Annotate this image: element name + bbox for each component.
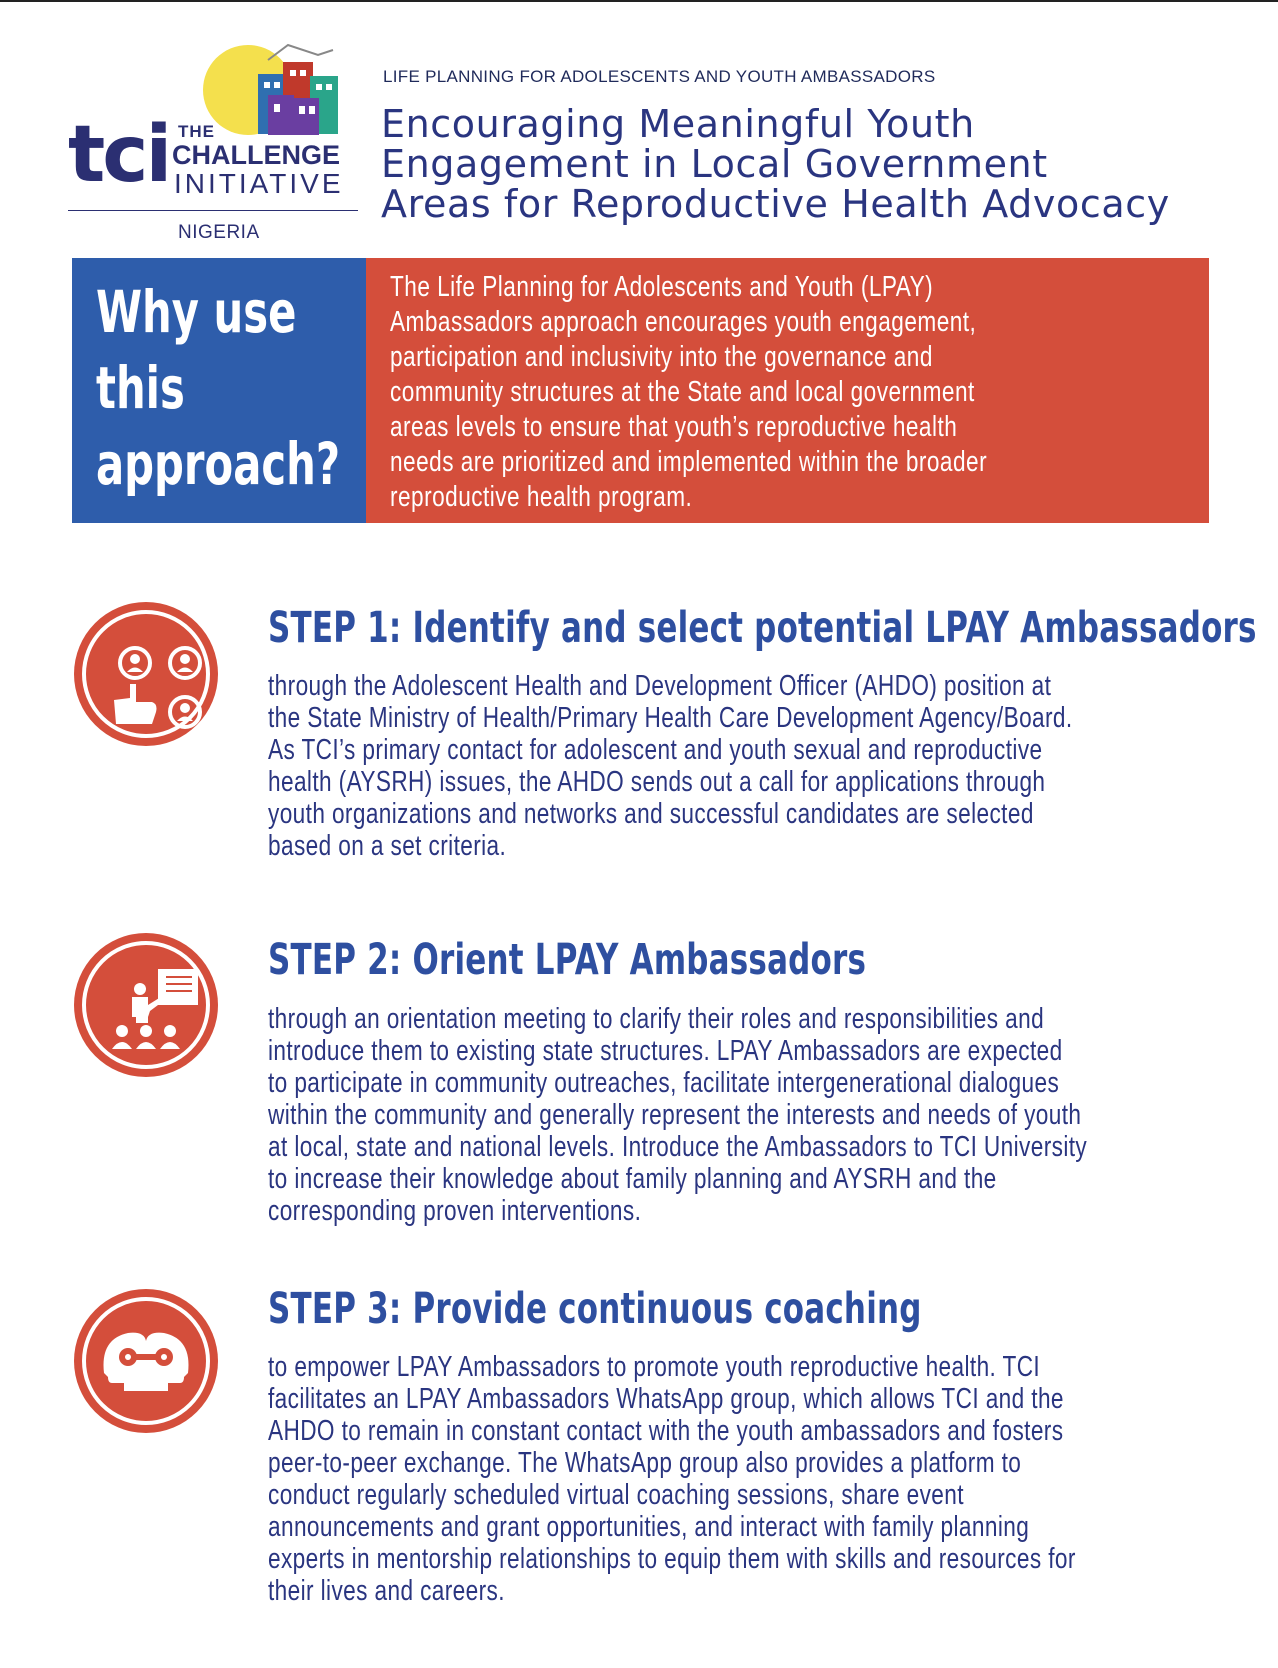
step-2-line: corresponding proven interventions.	[268, 1195, 642, 1227]
step-2-line: within the community and generally represent the interests and needs of youth	[268, 1099, 1082, 1131]
step-3-line: their lives and careers.	[268, 1575, 505, 1607]
step-3-line: to empower LPAY Ambassadors to promote youth reproductive health. TCI	[268, 1351, 1041, 1383]
why-line: areas levels to ensure that youth’s reproductive health	[390, 411, 958, 443]
why-description-box	[366, 258, 1209, 523]
step-1-line: based on a set criteria.	[268, 830, 507, 862]
step-2-line: to participate in community outreaches, facilitate intergenerational dialogues	[268, 1067, 1060, 1099]
step-3-body	[268, 1351, 1173, 1607]
logo-country: NIGERIA	[178, 222, 260, 243]
why-line: Ambassadors approach encourages youth engagement,	[390, 306, 977, 338]
step-2-heading: STEP 2: Orient LPAY Ambassadors	[268, 935, 867, 985]
step-1-heading: STEP 1: Identify and select potential LPAY Ambassadors	[268, 603, 1257, 653]
step-1-line: youth organizations and networks and successful candidates are selected	[268, 798, 1034, 830]
step-3-line: experts in mentorship relationships to equip them with skills and resources for	[268, 1543, 1076, 1575]
why-line: participation and inclusivity into the governance and	[390, 341, 933, 373]
presentation-icon	[72, 931, 220, 1079]
step-3-line: announcements and grant opportunities, and interact with family planning	[268, 1511, 1030, 1543]
why-line: The Life Planning for Adolescents and Youth (LPAY)	[390, 271, 934, 303]
step-2-body	[268, 1003, 1173, 1227]
step-3-line: AHDO to remain in constant contact with the youth ambassadors and fosters	[268, 1415, 1064, 1447]
title-line: Areas for Reproductive Health Advocacy	[381, 182, 1170, 226]
step-2-line: at local, state and national levels. Introduce the Ambassadors to TCI University	[268, 1131, 1088, 1163]
why-line: community structures at the State and local government	[390, 376, 975, 408]
logo-tci-wordmark: tci	[68, 110, 170, 200]
houses-sun-logo-icon	[198, 40, 398, 140]
title-line: Engagement in Local Government	[381, 142, 1048, 186]
select-people-icon	[72, 600, 220, 748]
step-3-heading: STEP 3: Provide continuous coaching	[268, 1284, 922, 1334]
document-title	[381, 104, 1241, 224]
step-1-line: through the Adolescent Health and Development Officer (AHDO) position at	[268, 670, 1052, 702]
why-heading-box	[72, 258, 366, 523]
step-1-body	[268, 670, 1173, 862]
top-rule	[0, 0, 1278, 2]
step-2-line: introduce them to existing state structures. LPAY Ambassadors are expected	[268, 1035, 1063, 1067]
why-heading-line: approach?	[96, 430, 341, 498]
step-1-line: the State Ministry of Health/Primary Health Care Development Agency/Board.	[268, 702, 1073, 734]
why-line: reproductive health program.	[390, 481, 693, 513]
logo-the: THE	[178, 122, 215, 141]
why-line: needs are prioritized and implemented within the broader	[390, 446, 988, 478]
why-heading-line: this	[96, 354, 185, 422]
logo-divider	[68, 210, 358, 211]
title-line: Encouraging Meaningful Youth	[381, 102, 975, 146]
why-heading	[96, 274, 341, 502]
why-heading-line: Why use	[96, 278, 297, 346]
tci-logo	[60, 40, 365, 250]
why-description	[390, 270, 1154, 515]
coaching-heads-icon	[72, 1287, 220, 1435]
step-1-line: health (AYSRH) issues, the AHDO sends out a call for applications through	[268, 766, 1046, 798]
step-2-line: through an orientation meeting to clarify their roles and responsibilities and	[268, 1003, 1045, 1035]
step-3-line: peer-to-peer exchange. The WhatsApp group also provides a platform to	[268, 1447, 1022, 1479]
step-3-line: conduct regularly scheduled virtual coaching sessions, share event	[268, 1479, 964, 1511]
logo-initiative: INITIATIVE	[174, 168, 344, 199]
document-kicker: LIFE PLANNING FOR ADOLESCENTS AND YOUTH AMBASSADORS	[383, 67, 936, 86]
step-1-line: As TCI’s primary contact for adolescent and youth sexual and reproductive	[268, 734, 1043, 766]
step-3-line: facilitates an LPAY Ambassadors WhatsApp group, which allows TCI and the	[268, 1383, 1064, 1415]
step-2-line: to increase their knowledge about family planning and AYSRH and the	[268, 1163, 997, 1195]
logo-challenge: CHALLENGE	[172, 140, 340, 170]
